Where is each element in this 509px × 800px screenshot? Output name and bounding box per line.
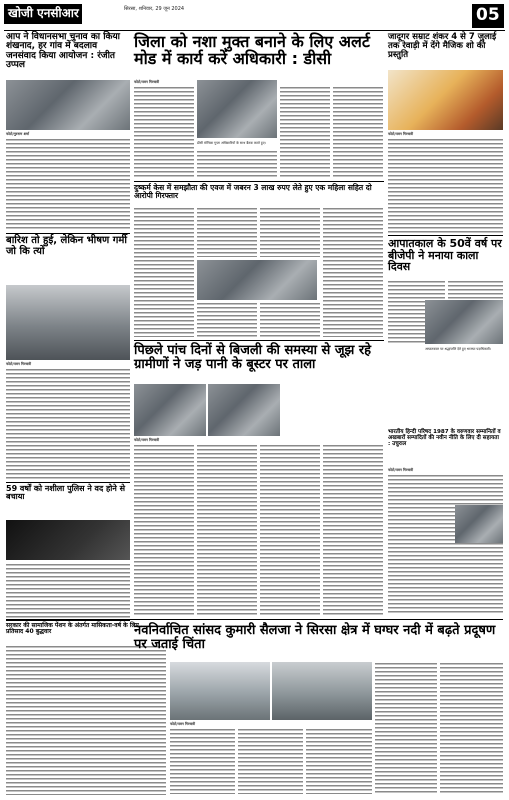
s5-headline: बारिश तो हुई, लेकिन भीषण गर्मी जो कि त्यों — [6, 235, 127, 257]
s10-body — [388, 474, 503, 614]
s2-body-col2 — [197, 150, 277, 179]
s1-headline: आप ने विधानसभा चुनाव का किया शंखनाद, हर गांव में बदलाव जनसंवाद किया आयोजन : रंजीत उप्पल — [6, 32, 120, 71]
s7-photo — [6, 520, 130, 560]
s8-body-col3 — [260, 444, 320, 616]
s3-byline: फोटो/पवन गिरधारी — [388, 132, 414, 136]
s2-body-col3 — [280, 86, 330, 179]
s5-body — [6, 368, 130, 480]
s3-photo — [388, 70, 503, 130]
s1-body — [6, 138, 130, 230]
rule-left-1 — [6, 233, 130, 234]
s11-body-col1 — [170, 728, 235, 794]
masthead-name: खोजी एनसीआर — [8, 6, 79, 20]
s11-body-col5 — [440, 662, 503, 794]
s4-body-col4 — [260, 207, 320, 257]
s6-headline: आपातकाल के 50वें वर्ष पर बीजेपी ने मनाया काला दिवस — [388, 237, 502, 274]
page-number: 05 — [476, 5, 500, 25]
rule-center-1 — [134, 181, 384, 182]
s8-photo-2 — [208, 384, 280, 436]
masthead-info: सिरसा, शनिवार, 29 जून 2024 — [124, 6, 185, 12]
s2-body-col1 — [134, 86, 194, 179]
s6-photo — [425, 300, 503, 344]
s2-photo — [197, 80, 277, 138]
rule-center-2 — [134, 340, 384, 341]
s2-headline: जिला को नशा मुक्त बनाने के लिए अलर्ट मोड में कार्य करें अधिकारी : डीसी — [134, 32, 370, 68]
s9-headline: सरकार की सामाजिक पेंशन के अंतर्गत मासिकता-वर्ष के लिए प्रतिसाद 40 बुद्धवार — [6, 622, 139, 636]
rule-left-2 — [6, 482, 130, 483]
s8-body-col4 — [323, 444, 383, 616]
s4-body-col5 — [260, 302, 320, 337]
s11-photo-2 — [272, 662, 372, 720]
masthead-rule — [4, 30, 505, 31]
rule-bottom — [6, 619, 503, 620]
s8-body-col1 — [134, 444, 194, 616]
masthead — [4, 4, 505, 28]
s10-byline: फोटो/पवन गिरधारी — [388, 468, 414, 472]
s5-byline: फोटो/पवन गिरधारी — [6, 362, 32, 366]
rule-right-1 — [388, 235, 503, 236]
s8-headline: पिछले पांच दिनों से बिजली की समस्या से जूझ रहे ग्रामीणों ने जड़ पानी के बूस्टर पर ताला — [134, 343, 372, 372]
s7-headline: 59 वर्षों को नशीला पुलिस ने वद होने से बचाया — [6, 484, 125, 502]
s1-photo — [6, 80, 130, 130]
s8-photo-1 — [134, 384, 206, 436]
s7-body — [6, 563, 130, 618]
s4-headline: दुष्कर्म केस में समझौता की एवज में जबरन 3 लाख रुपए लेते हुए एक महिला सहित दो आरोपी गिरफ्तार — [134, 183, 372, 200]
s3-body — [388, 138, 503, 233]
s10-headline: भारतीय हिन्दी परिषद 1987 के वरुणवार सम्मानितों व अखबारों सम्पादितों की नवीन नीति के लिए दी सहायता : उचुराल — [388, 429, 501, 447]
s8-byline: फोटो/पवन गिरधारी — [134, 438, 160, 442]
s4-body-col1 — [134, 207, 194, 337]
s4-body-col3 — [197, 302, 257, 337]
s11-photo-1 — [170, 662, 270, 720]
s5-photo — [6, 285, 130, 360]
s11-headline: नवनिर्वाचित सांसद कुमारी सैलजा ने सिरसा क्षेत्र में घग्घर नदी में बढ़ते प्रदूषण पर जताई चिंता — [134, 623, 496, 652]
s2-body-col4 — [333, 86, 383, 179]
s4-body-col2 — [197, 207, 257, 257]
s10-photo — [455, 505, 503, 543]
s1-byline: फोटो/गुरनाम शर्मा — [6, 132, 30, 136]
s3-headline: जादूगर सम्राट शंकर 4 से 7 जुलाई तक रेवाड़ी में देंगे मैजिक शो की प्रस्तुति — [388, 32, 497, 60]
s11-body-col4 — [375, 662, 437, 794]
s8-body-col2 — [197, 444, 257, 616]
rule-left-3 — [6, 620, 130, 621]
s4-body-col6 — [323, 207, 383, 337]
s11-body-col3 — [306, 728, 372, 794]
s2-byline: फोटो/पवन गिरधारी — [134, 80, 160, 84]
s2-caption: डीसी मोनिका गुप्ता अधिकारियों के साथ बैठक करते हुए। — [197, 141, 266, 145]
s9-body — [6, 645, 166, 795]
s4-photo — [197, 260, 317, 300]
s11-body-col2 — [238, 728, 303, 794]
s6-caption: आपातकाल पर श्रद्धांजलि देते हुए भाजपा पदाधिकारी। — [425, 347, 492, 351]
s11-byline: फोटो/पवन गिरधारी — [170, 722, 196, 726]
